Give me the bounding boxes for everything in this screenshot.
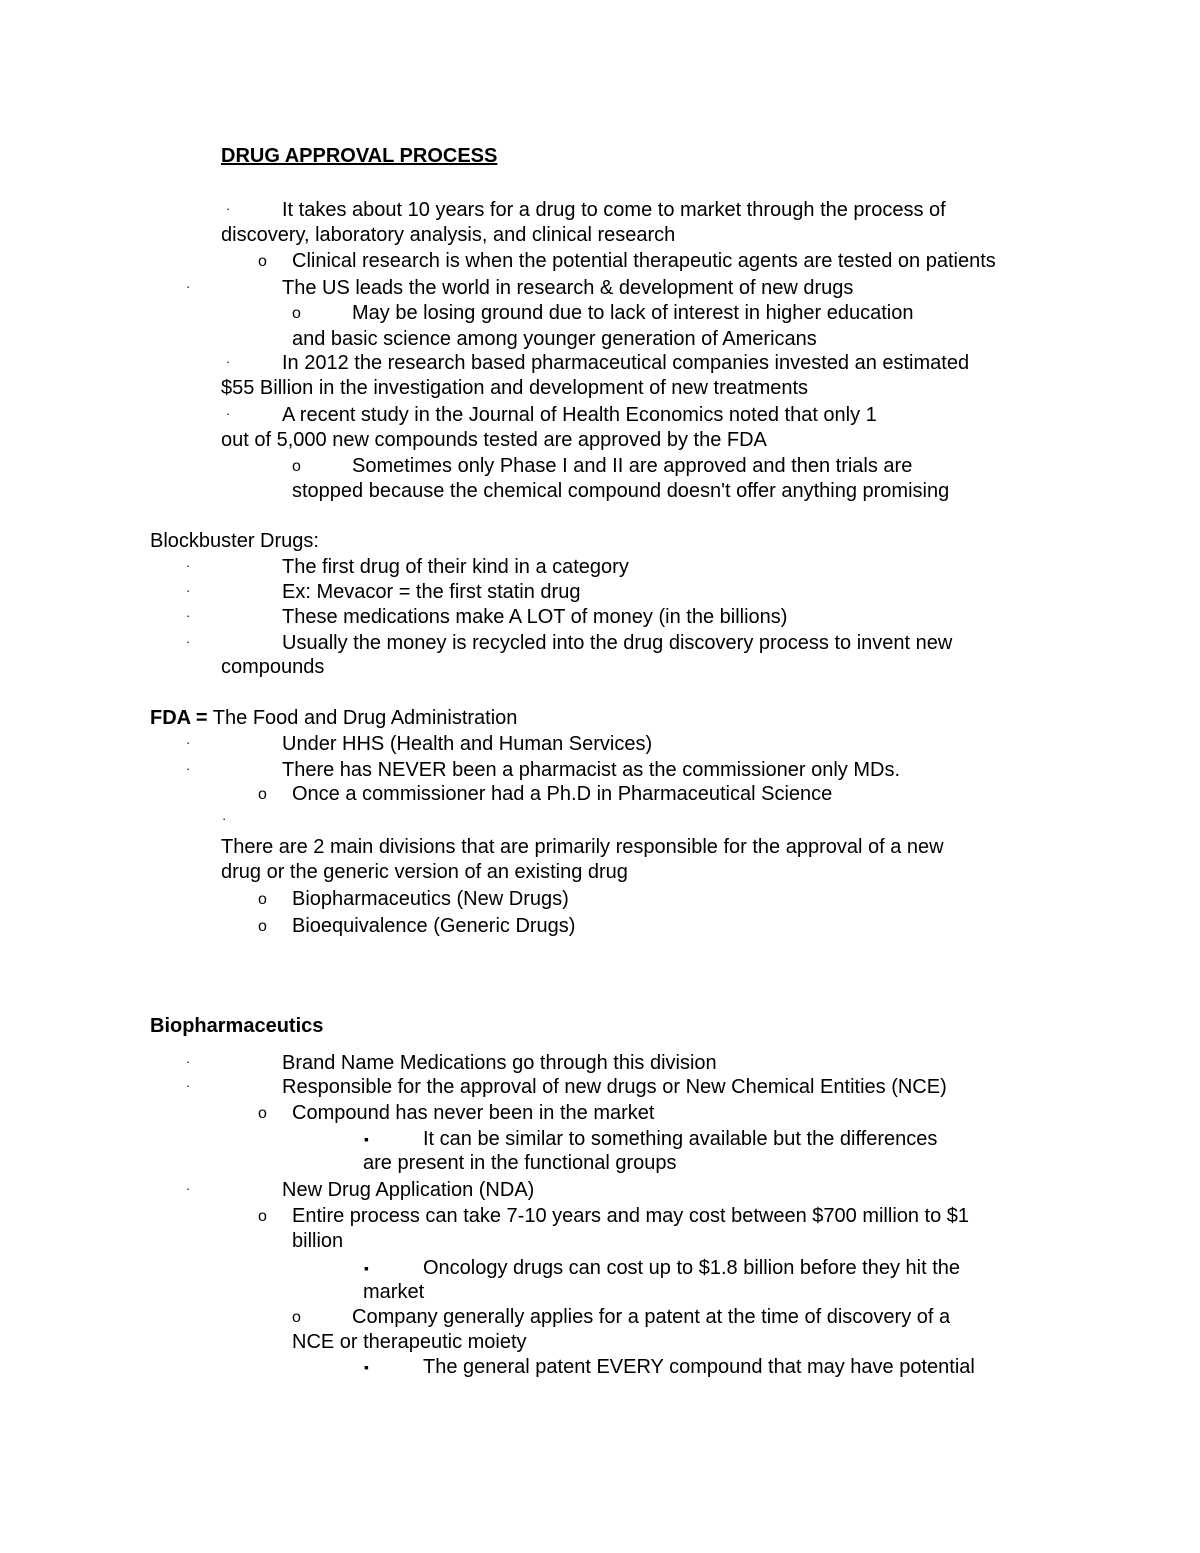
sub-bullet-text: Entire process can take 7-10 years and may cost between $700 million to $1 xyxy=(292,1205,970,1227)
fda-abbrev: FDA = xyxy=(150,707,208,729)
bullet-marker: · xyxy=(186,761,191,776)
bullet-marker: · xyxy=(186,634,191,649)
bullet-text: New Drug Application (NDA) xyxy=(282,1179,535,1201)
sub-bullet-text: Compound has never been in the market xyxy=(292,1102,655,1124)
sub-bullet-text-continued: stopped because the chemical compound doesn't offer anything promising xyxy=(292,480,950,502)
bullet-text-continued: $55 Billion in the investigation and development of new treatments xyxy=(221,377,809,399)
bullet-text: Responsible for the approval of new drugs or New Chemical Entities (NCE) xyxy=(282,1076,947,1098)
bullet-marker: · xyxy=(186,608,191,623)
bullet-marker: · xyxy=(226,354,231,369)
sub-bullet-marker: o xyxy=(258,891,267,908)
sub-bullet-text: Biopharmaceutics (New Drugs) xyxy=(292,888,569,910)
bullet-text: It takes about 10 years for a drug to come to market through the process of xyxy=(282,199,946,221)
page-title: DRUG APPROVAL PROCESS xyxy=(221,145,498,167)
tertiary-bullet-text: The general patent EVERY compound that may have potential xyxy=(423,1356,975,1378)
section-heading-fda xyxy=(150,706,517,730)
bullet-marker: · xyxy=(222,811,227,826)
sub-bullet-text-continued: and basic science among younger generation of Americans xyxy=(292,328,817,350)
bullet-text: Under HHS (Health and Human Services) xyxy=(282,733,653,755)
bullet-text: In 2012 the research based pharmaceutical companies invested an estimated xyxy=(282,352,970,374)
bullet-text: The US leads the world in research & development of new drugs xyxy=(282,277,854,299)
sub-bullet-text: Bioequivalence (Generic Drugs) xyxy=(292,915,576,937)
bullet-marker: · xyxy=(186,735,191,750)
sub-bullet-marker: o xyxy=(292,458,301,475)
bullet-text: Brand Name Medications go through this division xyxy=(282,1052,717,1074)
tertiary-bullet-text: It can be similar to something available but the differences xyxy=(423,1128,938,1150)
bullet-text-continued: compounds xyxy=(221,656,325,678)
sub-bullet-marker: o xyxy=(258,253,267,270)
sub-bullet-marker: o xyxy=(258,786,267,803)
bullet-text: Ex: Mevacor = the first statin drug xyxy=(282,581,581,603)
sub-bullet-text: May be losing ground due to lack of interest in higher education xyxy=(352,302,914,324)
tertiary-bullet-text-continued: market xyxy=(363,1281,425,1303)
sub-bullet-text-continued: NCE or therapeutic moiety xyxy=(292,1331,527,1353)
bullet-marker: · xyxy=(186,1181,191,1196)
sub-bullet-marker: o xyxy=(258,1208,267,1225)
sub-bullet-marker: o xyxy=(258,1105,267,1122)
bullet-text-continued: discovery, laboratory analysis, and clinical research xyxy=(221,224,676,246)
bullet-marker: · xyxy=(226,201,231,216)
tertiary-bullet-marker: ▪ xyxy=(364,1131,369,1147)
tertiary-bullet-text: Oncology drugs can cost up to $1.8 billion before they hit the xyxy=(423,1257,961,1279)
fda-expansion: The Food and Drug Administration xyxy=(207,707,518,729)
sub-bullet-text-continued: billion xyxy=(292,1230,344,1252)
sub-bullet-text: Clinical research is when the potential therapeutic agents are tested on patients xyxy=(292,250,996,272)
bullet-marker: · xyxy=(226,406,231,421)
bullet-text: Usually the money is recycled into the drug discovery process to invent new xyxy=(282,632,953,654)
bullet-text: There has NEVER been a pharmacist as the commissioner only MDs. xyxy=(282,759,901,781)
bullet-marker: · xyxy=(186,1054,191,1069)
tertiary-bullet-text-continued: are present in the functional groups xyxy=(363,1152,677,1174)
sub-bullet-marker: o xyxy=(292,1309,301,1326)
sub-bullet-text: Sometimes only Phase I and II are approved and then trials are xyxy=(352,455,913,477)
tertiary-bullet-marker: ▪ xyxy=(364,1359,369,1375)
section-heading-biopharmaceutics: Biopharmaceutics xyxy=(150,1015,324,1037)
sub-bullet-marker: o xyxy=(258,918,267,935)
sub-bullet-text: Once a commissioner had a Ph.D in Pharmaceutical Science xyxy=(292,783,833,805)
tertiary-bullet-marker: ▪ xyxy=(364,1260,369,1276)
bullet-marker: · xyxy=(186,558,191,573)
bullet-text: The first drug of their kind in a category xyxy=(282,556,629,578)
bullet-marker: · xyxy=(186,583,191,598)
paragraph-text: There are 2 main divisions that are primarily responsible for the approval of a new xyxy=(221,836,944,858)
bullet-marker: · xyxy=(186,279,191,294)
sub-bullet-marker: o xyxy=(292,305,301,322)
bullet-text-continued: out of 5,000 new compounds tested are approved by the FDA xyxy=(221,429,767,451)
paragraph-text-continued: drug or the generic version of an existing drug xyxy=(221,861,628,883)
bullet-text: A recent study in the Journal of Health Economics noted that only 1 xyxy=(282,404,877,426)
bullet-text: These medications make A LOT of money (in the billions) xyxy=(282,606,788,628)
bullet-marker: · xyxy=(186,1078,191,1093)
sub-bullet-text: Company generally applies for a patent at the time of discovery of a xyxy=(352,1306,951,1328)
section-heading-blockbuster: Blockbuster Drugs: xyxy=(150,530,319,552)
